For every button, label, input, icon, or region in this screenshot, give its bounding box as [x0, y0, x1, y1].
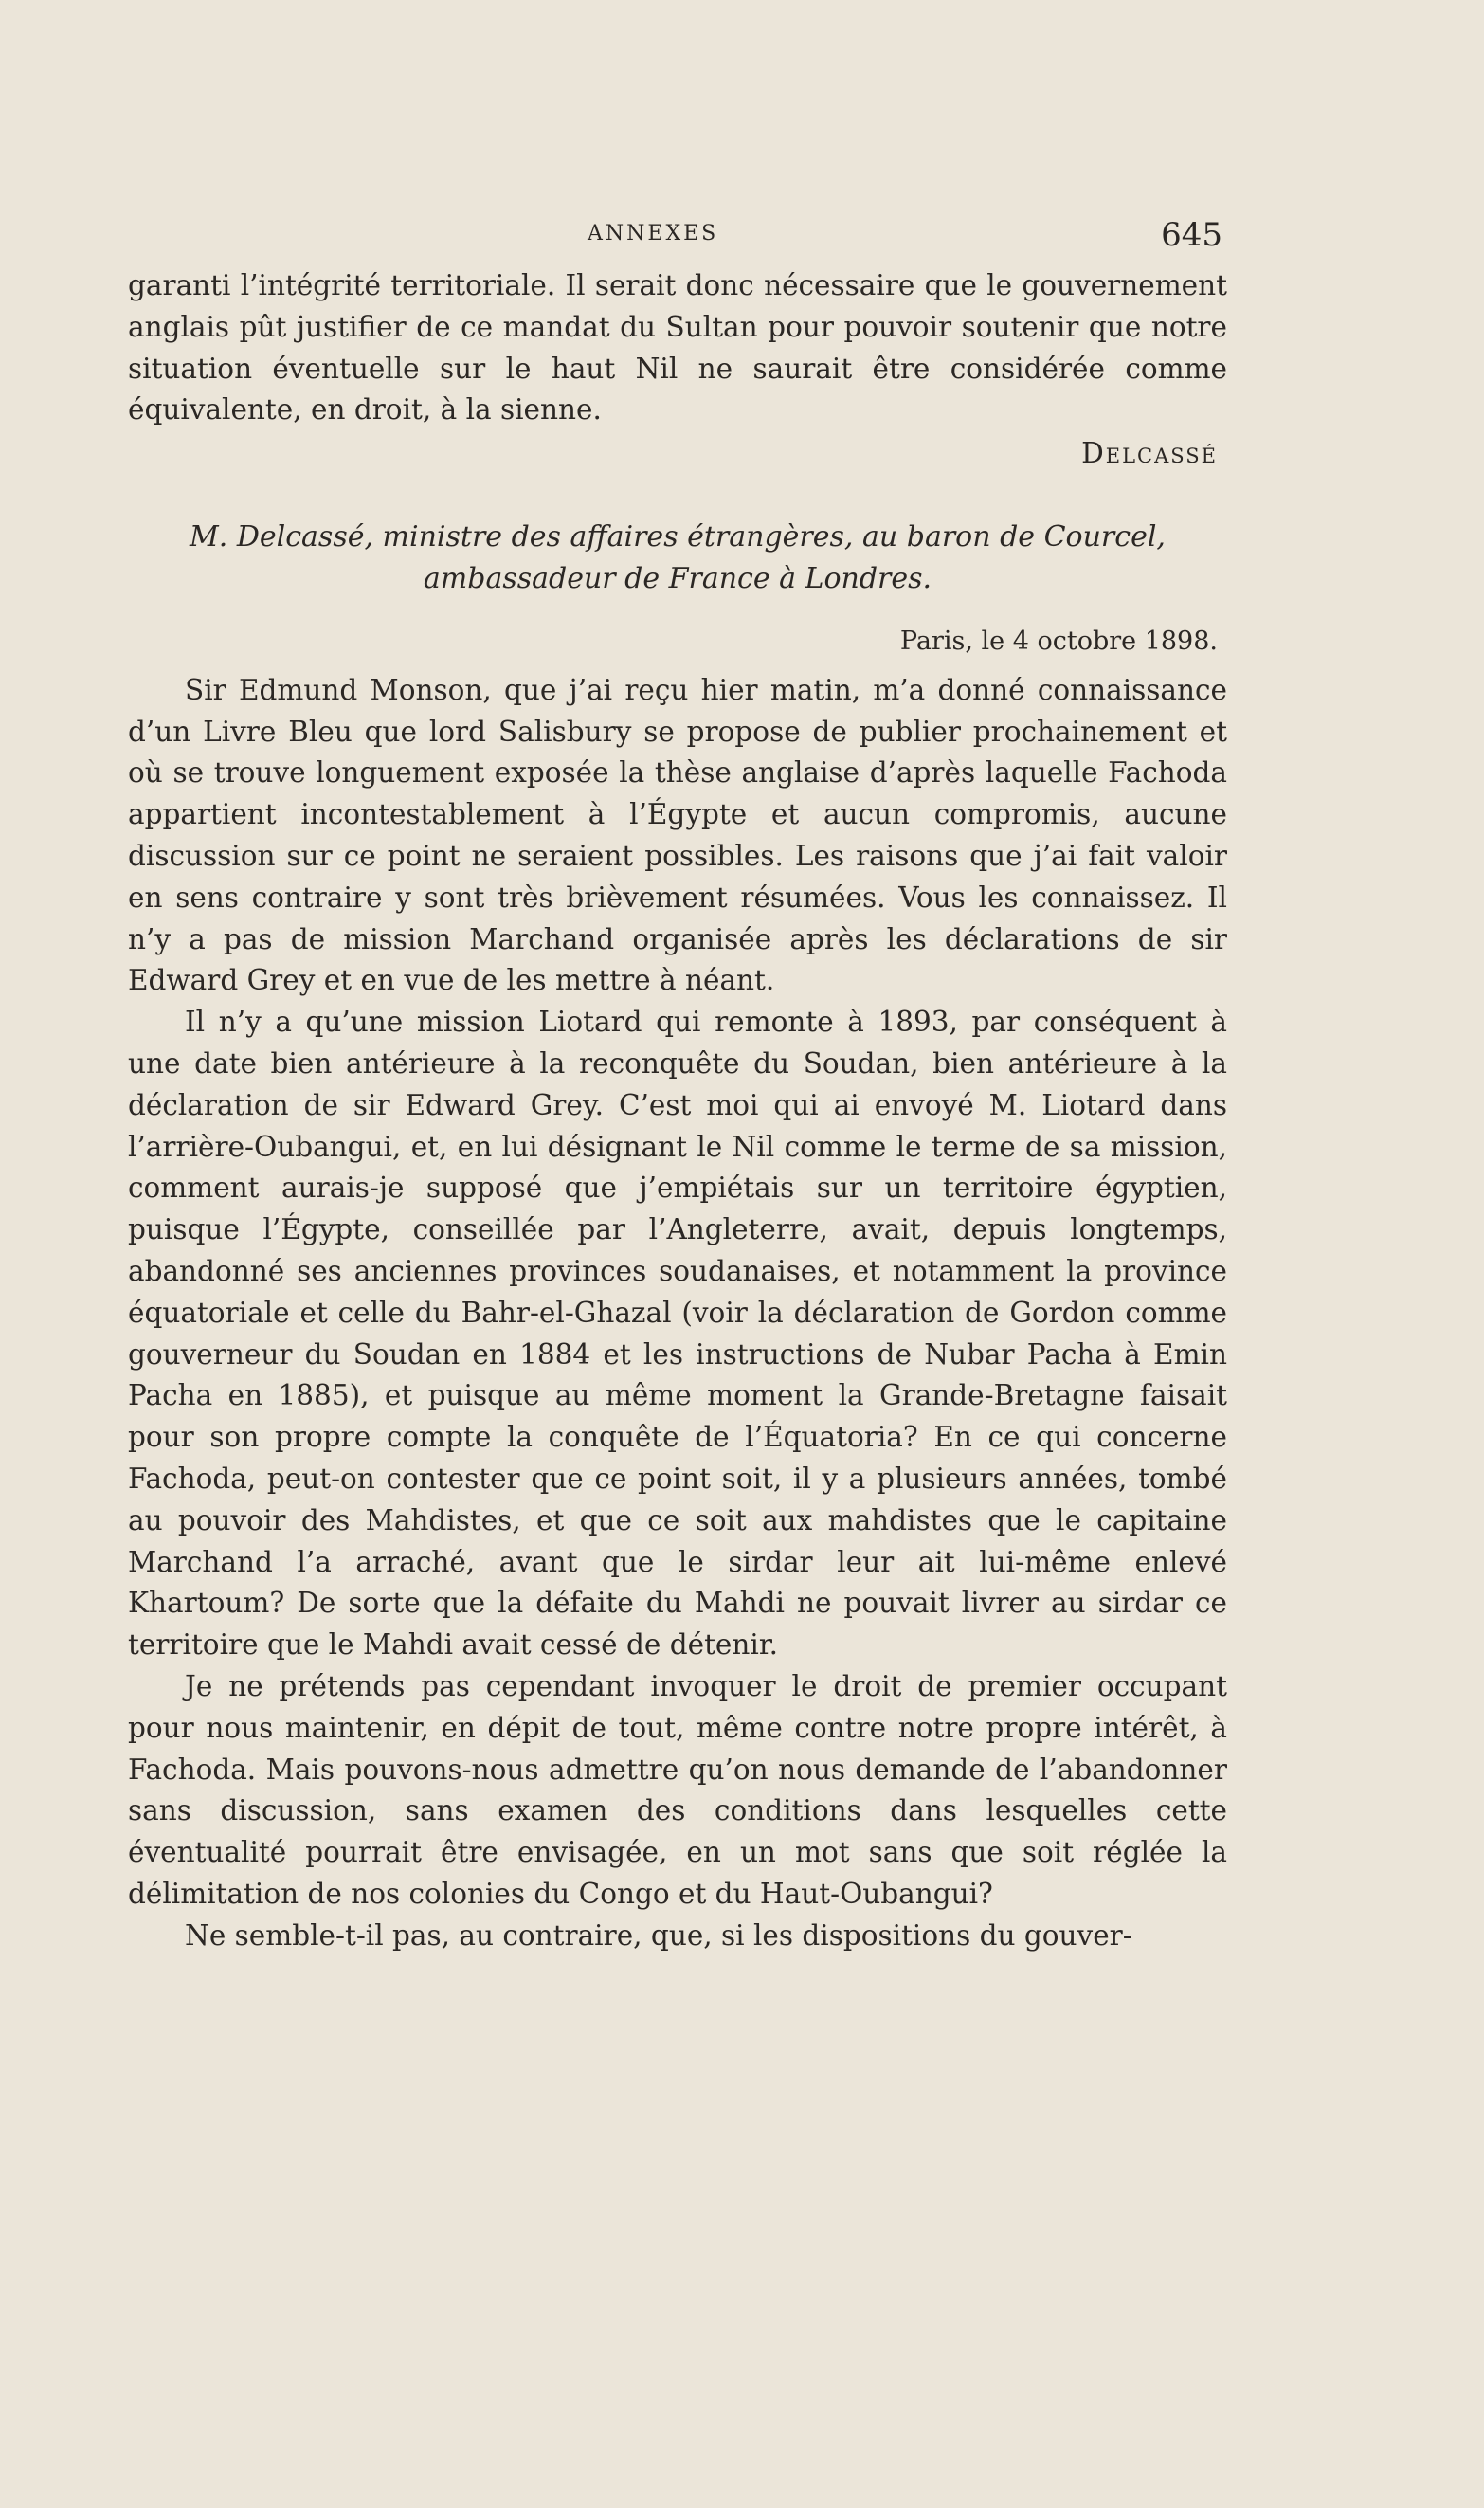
- letter-heading-line-1: M. Delcassé, ministre des affaires étrangères, au baron de Courcel,: [190, 519, 1166, 554]
- signature: Delcassé: [1081, 437, 1218, 470]
- letter-heading-line-2: ambassadeur de France à Londres.: [423, 561, 932, 595]
- continuation-paragraph: garanti l’intégrité territoriale. Il serait donc nécessaire que le gouvernement anglais pût justifier de ce mandat du Sultan pour pouvoir soutenir que notre situation éventuelle sur le haut Nil ne saurait être considérée comme équivalente, en droit, à la sienne.: [128, 269, 1227, 427]
- letter-paragraph-1: Sir Edmund Monson, que j’ai reçu hier matin, m’a donné connaissance d’un Livre Bleu que lord Salisbury se propose de publier prochainement et où se trouve longuement exposée la thèse anglaise d’après laquelle Fachoda appartient incontestablement à l’Égypte et aucun compromis, aucune discussion sur ce point ne seraient possibles. Les raisons que j’ai fait valoir en sens contraire y sont très brièvement résumées. Vous les connaissez. Il n’y a pas de mission Marchand organisée après les déclarations de sir Edward Grey et en vue de les mettre à néant.: [128, 673, 1227, 997]
- letter-paragraph-2: Il n’y a qu’une mission Liotard qui remonte à 1893, par conséquent à une date bien antérieure à la reconquête du Soudan, bien antérieure à la déclaration de sir Edward Grey. C’est moi qui ai envoyé M. Liotard dans l’arrière-Oubangui, et, en lui désignant le Nil comme le terme de sa mission, comment aurais-je supposé que j’empiétais sur un territoire égyptien, puisque l’Égypte, conseillée par l’Angleterre, avait, depuis longtemps, abandonné ses anciennes provinces soudanaises, et notamment la province équatoriale et celle du Bahr-el-Ghazal (voir la déclaration de Gordon comme gouverneur du Soudan en 1884 et les instructions de Nubar Pacha à Emin Pacha en 1885), et puisque au même moment la Grande-Bretagne faisait pour son propre compte la conquête de l’Équatoria? En ce qui concerne Fachoda, peut-on contester que ce point soit, il y a plusieurs années, tombé au pouvoir des Mahdistes, et que ce soit aux mahdistes que le capitaine Marchand l’a arraché, avant que le sirdar leur ait lui-même enlevé Khartoum? De sorte que la défaite du Mahdi ne pouvait livrer au sirdar ce territoire que le Mahdi avait cessé de détenir.: [128, 1006, 1227, 1662]
- running-title: ANNEXES: [588, 222, 719, 245]
- letter-paragraph-3: Je ne prétends pas cependant invoquer le droit de premier occupant pour nous maintenir, en dépit de tout, même contre notre propre intérêt, à Fachoda. Mais pouvons-nous admettre qu’on nous demande de l’abandonner sans discussion, sans examen des conditions dans lesquelles cette éventualité pourrait être envisagée, en un mot sans que soit réglée la délimitation de nos colonies du Congo et du Haut-Oubangui?: [128, 1669, 1227, 1910]
- letter-paragraph-4: Ne semble-t-il pas, au contraire, que, si les dispositions du gouver-: [185, 1918, 1132, 1952]
- letter-heading: [128, 517, 1227, 600]
- page-number: 645: [1161, 216, 1222, 254]
- body-text: [128, 265, 1227, 1956]
- page-header: [569, 216, 1222, 254]
- dateline: Paris, le 4 octobre 1898.: [899, 626, 1218, 656]
